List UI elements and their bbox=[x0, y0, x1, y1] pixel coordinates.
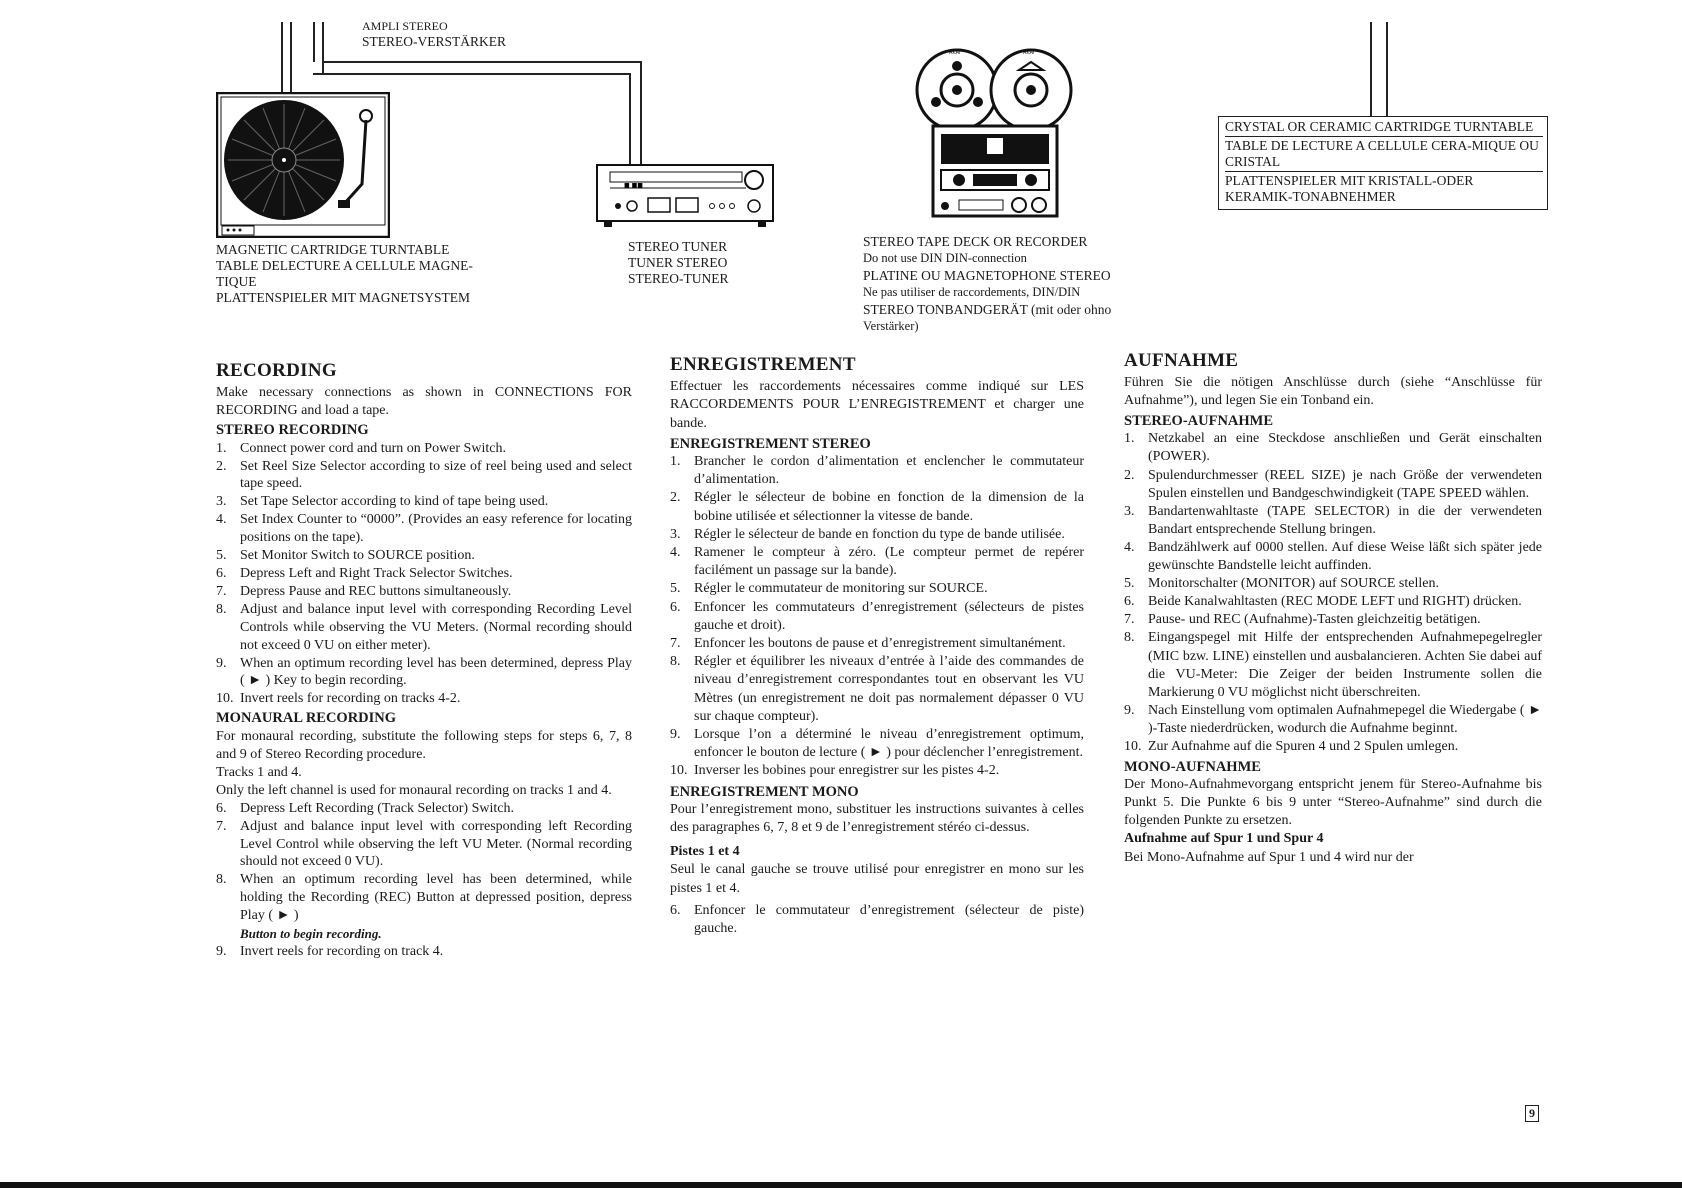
list-item bbox=[216, 583, 632, 601]
connection-line bbox=[629, 73, 631, 167]
list-item bbox=[670, 544, 1084, 580]
connection-line bbox=[313, 22, 315, 62]
step-text: Beide Kanalwahltasten (REC MODE LEFT und RIGHT) drücken. bbox=[1148, 594, 1522, 610]
list-item bbox=[216, 818, 632, 872]
label-line: STEREO TUNER bbox=[628, 239, 728, 254]
paragraph: Seul le canal gauche se trouve utilisé pour enregistrer en mono sur les pistes 1 et 4. bbox=[670, 862, 1084, 896]
label-line: Ne pas utiliser de raccordements, DIN/DIN bbox=[863, 285, 1081, 299]
button-note: Button to begin recording. bbox=[240, 926, 382, 942]
label-line: PLATINE OU MAGNETOPHONE STEREO bbox=[863, 268, 1111, 283]
section-title: ENREGISTREMENT bbox=[670, 354, 856, 375]
list-item bbox=[216, 440, 632, 458]
step-text: Depress Left Recording (Track Selector) Switch. bbox=[240, 800, 514, 816]
label-line: TABLE DE LECTURE A CELLULE CERA-MIQUE OU CRISTAL bbox=[1225, 137, 1543, 172]
mono-steps-list bbox=[670, 902, 1084, 938]
step-number: 2. bbox=[216, 458, 227, 474]
step-number: 7. bbox=[216, 818, 227, 834]
list-item bbox=[1124, 738, 1542, 756]
list-item bbox=[216, 493, 632, 511]
subsection-heading: STEREO-AUFNAHME bbox=[1124, 413, 1274, 430]
tape-deck-image bbox=[915, 42, 1075, 225]
step-text: Bandartenwahltaste (TAPE SELECTOR) in die der verwendeten Bandart entsprechende Stellung bringen. bbox=[1148, 503, 1542, 537]
amplifier-label bbox=[362, 18, 506, 50]
stereo-steps-list bbox=[1124, 430, 1542, 756]
step-text: Régler le commutateur de monitoring sur SOURCE. bbox=[694, 581, 988, 597]
connection-line bbox=[640, 61, 642, 167]
step-text: Set Index Counter to “0000”. (Provides an easy reference for locating positions on the tape). bbox=[240, 512, 632, 546]
list-item bbox=[670, 580, 1084, 598]
label-line: AMPLI STEREO bbox=[362, 19, 448, 33]
step-text: Invert reels for recording on tracks 4-2. bbox=[240, 691, 461, 707]
step-number: 3. bbox=[216, 494, 227, 510]
connection-line bbox=[322, 22, 324, 74]
step-number: 7. bbox=[216, 583, 227, 599]
list-item bbox=[216, 800, 632, 818]
paragraph: Aufnahme auf Spur 1 und Spur 4 bbox=[1124, 831, 1324, 847]
step-number: 8. bbox=[216, 601, 227, 617]
list-item bbox=[216, 943, 632, 961]
step-text: Adjust and balance input level with corresponding left Recording Level Control while observing the left VU Meter. (Normal recording should not exceed 0 VU). bbox=[240, 818, 632, 870]
section-title: RECORDING bbox=[216, 360, 337, 381]
list-item bbox=[1124, 593, 1542, 611]
step-number: 2. bbox=[670, 490, 681, 506]
magnetic-turntable-label bbox=[216, 242, 473, 306]
list-item bbox=[1124, 503, 1542, 539]
step-number: 6. bbox=[216, 800, 227, 816]
intro-paragraph: Make necessary connections as shown in CONNECTIONS FOR RECORDING and load a tape. bbox=[216, 384, 632, 418]
label-line: STEREO-TUNER bbox=[628, 271, 729, 286]
connection-line bbox=[1370, 22, 1372, 116]
step-number: 8. bbox=[216, 872, 227, 888]
list-item bbox=[670, 726, 1084, 762]
paragraph: Der Mono-Aufnahmevorgang entspricht jenem für Stereo-Aufnahme bis Punkt 5. Die Punkte 6 bis 9 unter “Stereo-Aufnahme” sind durch die folgenden Punkte zu ersetzen. bbox=[1124, 777, 1542, 829]
list-item bbox=[1124, 539, 1542, 575]
step-text: Monitorschalter (MONITOR) auf SOURCE stellen. bbox=[1148, 576, 1439, 592]
mono-steps-list bbox=[216, 800, 632, 925]
connection-line bbox=[1386, 22, 1388, 116]
list-item bbox=[216, 601, 632, 655]
step-number: 8. bbox=[670, 654, 681, 670]
step-number: 4. bbox=[1124, 539, 1135, 555]
stereo-steps-list bbox=[216, 440, 632, 709]
step-text: Enfoncer les boutons de pause et d’enregistrement simultanément. bbox=[694, 636, 1066, 652]
tape-deck-label bbox=[863, 234, 1183, 334]
step-number: 5. bbox=[670, 581, 681, 597]
paragraph: Pistes 1 et 4 bbox=[670, 844, 740, 860]
step-text: Invert reels for recording on track 4. bbox=[240, 944, 444, 959]
paragraph: For monaural recording, substitute the following steps for steps 6, 7, 8 and 9 of Stereo Recording procedure. bbox=[216, 729, 632, 763]
list-item bbox=[670, 489, 1084, 525]
step-text: Set Tape Selector according to kind of tape being used. bbox=[240, 494, 549, 510]
step-number: 9. bbox=[216, 655, 227, 671]
step-number: 8. bbox=[1124, 630, 1135, 646]
svg-text:AKAI: AKAI bbox=[1023, 50, 1035, 56]
step-text: When an optimum recording level has been determined, while holding the Recording (REC) Button at depressed position, depress Play ( ► ) bbox=[240, 872, 632, 924]
list-item bbox=[670, 526, 1084, 544]
paragraph: Pour l’enregistrement mono, substituer les instructions suivantes à celles des paragraphes 6, 7, 8 et 9 de l’enregistrement stéréo ci-dessus. bbox=[670, 801, 1084, 836]
step-text: Bandzählwerk auf 0000 stellen. Auf diese Weise läßt sich später jede gewünschte Bandstelle leicht auffinden. bbox=[1148, 539, 1542, 574]
list-item bbox=[670, 762, 1084, 780]
list-item bbox=[670, 599, 1084, 635]
svg-text:■ ■■: ■ ■■ bbox=[624, 182, 643, 189]
step-text: Zur Aufnahme auf die Spuren 4 und 2 Spulen umlegen. bbox=[1148, 738, 1459, 754]
step-number: 2. bbox=[1124, 467, 1135, 483]
list-item bbox=[216, 547, 632, 565]
intro-paragraph: Führen Sie die nötigen Anschlüsse durch (siehe “Anschlüsse für Aufnahme”), und legen Sie ein Tonband ein. bbox=[1124, 375, 1542, 409]
label-line: STEREO TONBANDGERÄT (mit oder ohno bbox=[863, 302, 1112, 317]
step-text: Adjust and balance input level with corresponding Recording Level Controls while observing the VU Meters. (Normal recording should not exceed 0 VU on either meter). bbox=[240, 601, 632, 653]
step-text: Brancher le cordon d’alimentation et enclencher le commutateur d’alimentation. bbox=[694, 454, 1084, 488]
list-item bbox=[216, 690, 632, 708]
connection-line bbox=[290, 22, 292, 102]
label-line: PLATTENSPIELER MIT KRISTALL-ODER KERAMIK-TONABNEHMER bbox=[1225, 173, 1474, 204]
step-text: Régler et équilibrer les niveaux d’entrée à l’aide des commandes de niveau d’enregistrement correspondantes tout en observant les VU Mètres (un enregistrement ne doit pas normalement dépasser 0 VU sur chaque compteur). bbox=[694, 654, 1084, 724]
step-text: Pause- und REC (Aufnahme)-Tasten gleichzeitig betätigen. bbox=[1148, 612, 1481, 628]
list-item bbox=[216, 458, 632, 494]
step-number: 5. bbox=[216, 548, 227, 564]
mono-steps-list bbox=[216, 943, 632, 961]
step-text: Eingangspegel mit Hilfe der entsprechenden Aufnahmepegelregler (MIC bzw. LINE) einstellen und ausbalancieren. Achten Sie dabei auf die VU-Meter: Die Zeiger der beiden Instrumente sollen die Markierung 0 VU möglichst nicht überschreiten. bbox=[1148, 630, 1542, 700]
label-line: Do not use DIN DIN-connection bbox=[863, 251, 1027, 265]
paragraph: Only the left channel is used for monaural recording on tracks 1 and 4. bbox=[216, 782, 612, 798]
magnetic-turntable-image bbox=[216, 92, 390, 243]
list-item bbox=[216, 655, 632, 691]
step-number: 5. bbox=[1124, 576, 1135, 592]
step-number: 6. bbox=[670, 902, 681, 918]
step-text: Set Monitor Switch to SOURCE position. bbox=[240, 548, 475, 564]
list-item bbox=[670, 453, 1084, 489]
step-number: 3. bbox=[670, 526, 681, 542]
label-line: STEREO TAPE DECK OR RECORDER bbox=[863, 234, 1088, 249]
list-item bbox=[670, 902, 1084, 938]
connection-line bbox=[313, 73, 629, 75]
list-item bbox=[216, 511, 632, 547]
step-number: 4. bbox=[216, 512, 227, 528]
svg-text:AKAI: AKAI bbox=[949, 50, 961, 56]
step-number: 10. bbox=[216, 691, 234, 707]
step-number: 4. bbox=[670, 545, 681, 561]
step-text: Netzkabel an eine Steckdose anschließen und Gerät einschalten (POWER). bbox=[1148, 431, 1542, 465]
french-column bbox=[670, 356, 1084, 938]
crystal-turntable-label bbox=[1218, 116, 1548, 210]
label-line: MAGNETIC CARTRIDGE TURNTABLE bbox=[216, 242, 450, 257]
step-text: Inverser les bobines pour enregistrer sur les pistes 4-2. bbox=[694, 763, 1000, 779]
subsection-heading: ENREGISTREMENT MONO bbox=[670, 783, 859, 800]
list-item bbox=[1124, 575, 1542, 593]
step-text: Régler le sélecteur de bobine en fonction de la dimension de la bobine utilisée et sélectionner la vitesse de bande. bbox=[694, 490, 1084, 524]
list-item bbox=[670, 653, 1084, 726]
step-text: Depress Pause and REC buttons simultaneously. bbox=[240, 583, 512, 599]
subsection-heading: MONO-AUFNAHME bbox=[1124, 759, 1261, 776]
english-column bbox=[216, 362, 632, 961]
step-number: 9. bbox=[216, 944, 227, 959]
step-text: Nach Einstellung vom optimalen Aufnahmepegel die Wiedergabe ( ► )-Taste niederdrücken, wodurch die Aufnahme beginnt. bbox=[1148, 702, 1542, 736]
step-text: Lorsque l’on a déterminé le niveau d’enregistrement optimum, enfoncer le bouton de lecture ( ► ) pour déclencher l’enregistrement. bbox=[694, 727, 1084, 761]
page-number: 9 bbox=[1525, 1105, 1539, 1122]
step-text: Ramener le compteur à zéro. (Le compteur permet de repérer facilément un passage sur la bande). bbox=[694, 545, 1084, 579]
connection-line bbox=[322, 61, 642, 63]
intro-paragraph: Effectuer les raccordements nécessaires comme indiqué sur LES RACCORDEMENTS POUR L’ENREGISTREMENT et charger une bande. bbox=[670, 379, 1084, 431]
label-line: Verstärker) bbox=[863, 319, 919, 333]
subsection-heading: STEREO RECORDING bbox=[216, 421, 369, 438]
connection-line bbox=[281, 22, 283, 102]
step-text: Enfoncer le commutateur d’enregistrement (sélecteur de piste) gauche. bbox=[694, 902, 1084, 937]
subsection-heading: MONAURAL RECORDING bbox=[216, 710, 397, 727]
step-text: Set Reel Size Selector according to size of reel being used and select tape speed. bbox=[240, 458, 632, 492]
list-item bbox=[1124, 629, 1542, 701]
label-line: STEREO-VERSTÄRKER bbox=[362, 34, 507, 49]
paragraph: Bei Mono-Aufnahme auf Spur 1 und 4 wird nur der bbox=[1124, 849, 1414, 865]
step-text: Spulendurchmesser (REEL SIZE) je nach Größe der verwendeten Spulen einstellen und Bandgeschwindigkeit (TAPE SPEED wählen. bbox=[1148, 467, 1542, 501]
label-line: TABLE DELECTURE A CELLULE MAGNE- bbox=[216, 258, 473, 273]
list-item bbox=[1124, 702, 1542, 738]
step-text: Régler le sélecteur de bande en fonction du type de bande utilisée. bbox=[694, 526, 1065, 542]
step-number: 1. bbox=[1124, 431, 1135, 447]
step-number: 6. bbox=[1124, 594, 1135, 610]
stereo-steps-list bbox=[670, 453, 1084, 781]
german-column bbox=[1124, 352, 1542, 867]
step-number: 10. bbox=[670, 763, 688, 779]
list-item bbox=[1124, 611, 1542, 629]
step-number: 10. bbox=[1124, 738, 1142, 754]
section-title: AUFNAHME bbox=[1124, 350, 1239, 371]
label-line: PLATTENSPIELER MIT MAGNETSYSTEM bbox=[216, 290, 471, 305]
bottom-rule bbox=[0, 1182, 1682, 1188]
stereo-tuner-label bbox=[628, 239, 729, 287]
step-number: 7. bbox=[1124, 612, 1135, 628]
list-item bbox=[670, 635, 1084, 653]
step-text: Enfoncer les commutateurs d’enregistrement (sélecteurs de pistes gauche et droit). bbox=[694, 599, 1084, 633]
list-item bbox=[216, 871, 632, 925]
subsection-heading: ENREGISTREMENT STEREO bbox=[670, 435, 871, 452]
stereo-tuner-image bbox=[596, 164, 774, 235]
step-number: 6. bbox=[670, 599, 681, 615]
step-number: 7. bbox=[670, 636, 681, 652]
step-text: When an optimum recording level has been determined, depress Play ( ► ) Key to begin recording. bbox=[240, 655, 632, 689]
step-number: 3. bbox=[1124, 503, 1135, 519]
step-number: 1. bbox=[670, 454, 681, 470]
label-line: CRYSTAL OR CERAMIC CARTRIDGE TURNTABLE bbox=[1225, 118, 1543, 137]
label-line: TUNER STEREO bbox=[628, 255, 728, 270]
step-number: 9. bbox=[1124, 702, 1135, 718]
step-text: Connect power cord and turn on Power Switch. bbox=[240, 440, 506, 456]
step-number: 6. bbox=[216, 565, 227, 581]
step-number: 9. bbox=[670, 727, 681, 743]
step-text: Depress Left and Right Track Selector Switches. bbox=[240, 565, 513, 581]
list-item bbox=[1124, 430, 1542, 466]
step-number: 1. bbox=[216, 440, 227, 456]
label-line: TIQUE bbox=[216, 274, 257, 289]
list-item bbox=[216, 565, 632, 583]
list-item bbox=[1124, 467, 1542, 503]
paragraph: Tracks 1 and 4. bbox=[216, 764, 302, 780]
